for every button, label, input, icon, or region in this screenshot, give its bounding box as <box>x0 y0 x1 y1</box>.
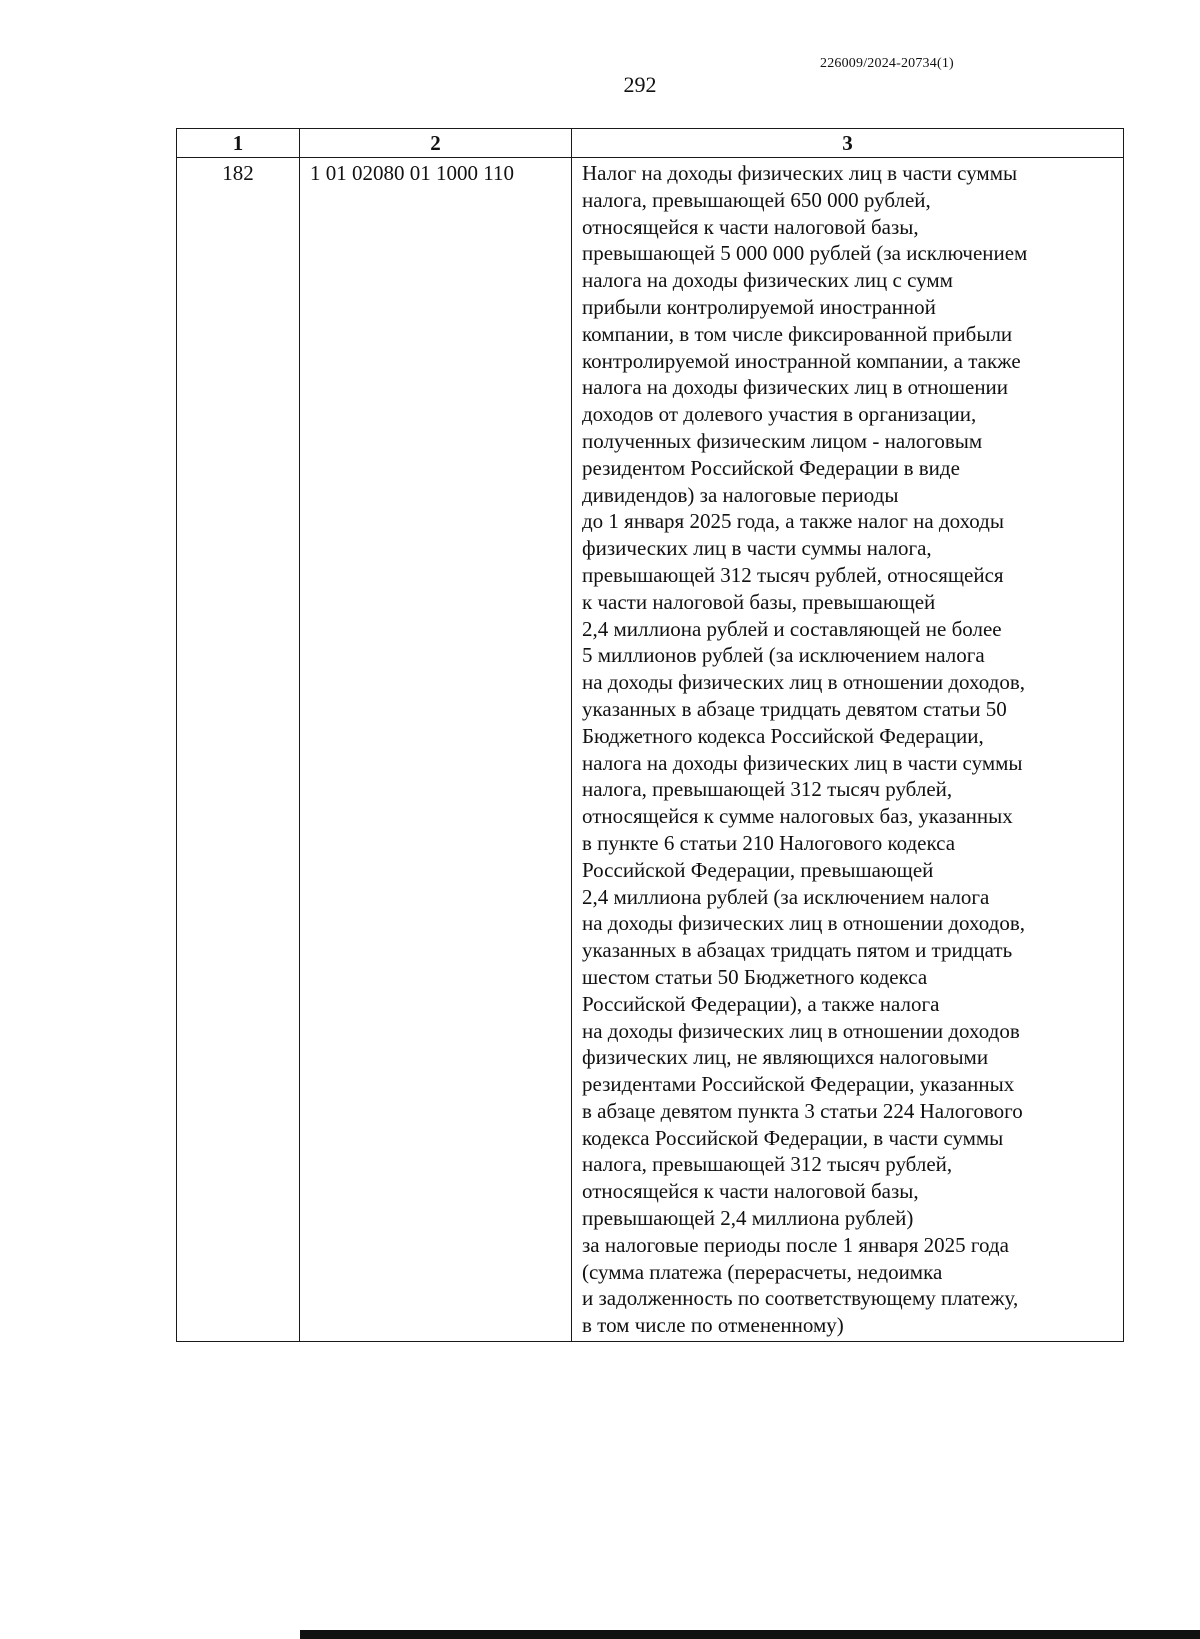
description-line: к части налоговой базы, превышающей <box>582 589 936 614</box>
budget-classification-table <box>176 128 1124 1342</box>
scan-edge-bar <box>300 1630 1200 1639</box>
description-line: за налоговые периоды после 1 января 2025 года <box>582 1232 1009 1257</box>
description-line: дивидендов) за налоговые периоды <box>582 482 899 507</box>
description-line: в пункте 6 статьи 210 Налогового кодекса <box>582 830 956 855</box>
column-header-2: 2 <box>300 129 572 158</box>
description-line: и задолженность по соответствующему платежу, <box>582 1286 1019 1311</box>
description-text <box>582 160 1123 1339</box>
description-line: резидентами Российской Федерации, указанных <box>582 1072 1015 1097</box>
description-line: Налог на доходы физических лиц в части суммы <box>582 161 1018 185</box>
description-line: налога на доходы физических лиц с сумм <box>582 268 953 293</box>
description-line: в абзаце девятом пункта 3 статьи 224 Налогового <box>582 1098 1023 1123</box>
description-line: относящейся к сумме налоговых баз, указанных <box>582 804 1013 829</box>
description-line: указанных в абзаце тридцать девятом статьи 50 <box>582 696 1007 721</box>
description-line: налога, превышающей 312 тысяч рублей, <box>582 777 953 802</box>
description-line: на доходы физических лиц в отношении доходов, <box>582 911 1025 936</box>
column-header-3: 3 <box>572 129 1124 158</box>
description-line: 2,4 миллиона рублей и составляющей не более <box>582 616 1002 641</box>
budget-code-cell: 1 01 02080 01 1000 110 <box>300 158 572 1342</box>
description-line: до 1 января 2025 года, а также налог на доходы <box>582 509 1004 534</box>
description-line: относящейся к части налоговой базы, <box>582 1179 919 1204</box>
description-line: Бюджетного кодекса Российской Федерации, <box>582 723 984 748</box>
description-line: полученных физическим лицом - налоговым <box>582 428 983 453</box>
description-line: превышающей 312 тысяч рублей, относящейся <box>582 562 1004 587</box>
description-line: доходов от долевого участия в организации, <box>582 402 977 427</box>
admin-code-cell: 182 <box>177 158 300 1342</box>
description-line: физических лиц, не являющихся налоговыми <box>582 1045 989 1070</box>
description-line: Российской Федерации), а также налога <box>582 991 940 1016</box>
document-registration-number: 226009/2024-20734(1) <box>820 56 954 71</box>
description-line: превышающей 2,4 миллиона рублей) <box>582 1206 914 1231</box>
description-line: 5 миллионов рублей (за исключением налога <box>582 643 985 668</box>
description-line: относящейся к части налоговой базы, <box>582 214 919 239</box>
table-header-row <box>177 129 1124 158</box>
description-line: 2,4 миллиона рублей (за исключением налога <box>582 884 990 909</box>
description-line: контролируемой иностранной компании, а также <box>582 348 1021 373</box>
description-line: Российской Федерации, превышающей <box>582 857 934 882</box>
description-line: превышающей 5 000 000 рублей (за исключением <box>582 241 1028 266</box>
description-cell <box>572 158 1124 1342</box>
description-line: (сумма платежа (перерасчеты, недоимка <box>582 1259 943 1284</box>
column-header-1: 1 <box>177 129 300 158</box>
description-line: налога, превышающей 312 тысяч рублей, <box>582 1152 953 1177</box>
description-line: налога на доходы физических лиц в части суммы <box>582 750 1023 775</box>
description-line: в том числе по отмененному) <box>582 1313 844 1338</box>
page-number: 292 <box>623 72 657 97</box>
table-row <box>177 158 1124 1342</box>
description-line: кодекса Российской Федерации, в части суммы <box>582 1125 1004 1150</box>
description-line: налога на доходы физических лиц в отношении <box>582 375 1009 400</box>
description-line: компании, в том числе фиксированной прибыли <box>582 321 1013 346</box>
description-line: прибыли контролируемой иностранной <box>582 294 936 319</box>
description-line: указанных в абзацах тридцать пятом и тридцать <box>582 938 1013 963</box>
description-line: шестом статьи 50 Бюджетного кодекса <box>582 964 928 989</box>
description-line: физических лиц в части суммы налога, <box>582 536 932 561</box>
description-line: на доходы физических лиц в отношении доходов, <box>582 670 1025 695</box>
description-line: налога, превышающей 650 000 рублей, <box>582 187 931 212</box>
description-line: резидентом Российской Федерации в виде <box>582 455 960 480</box>
description-line: на доходы физических лиц в отношении доходов <box>582 1018 1020 1043</box>
